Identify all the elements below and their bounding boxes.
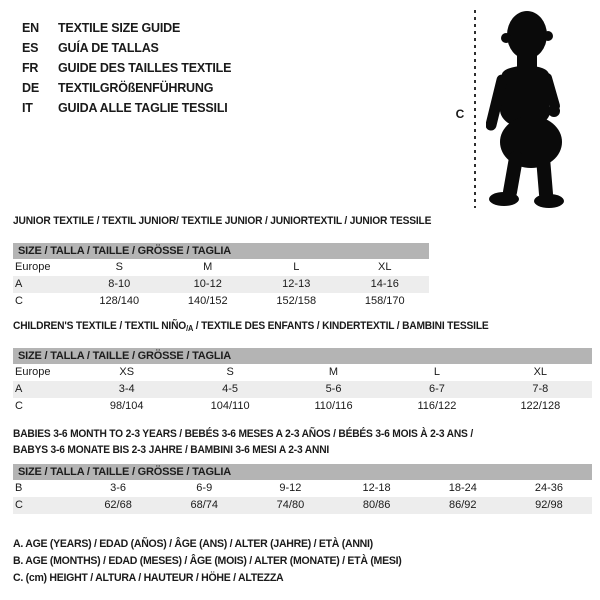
section-title [13,426,592,464]
table-row [13,259,429,276]
size-cell: 18-24 [448,482,477,494]
footnote: A. AGE (YEARS) / EDAD (AÑOS) / ÂGE (ANS) / ALTER (JAHRE) / ETÀ (ANNI) [13,538,373,550]
row-label: A [15,278,23,290]
size-cell: 152/158 [276,295,317,307]
size-cell: 24-36 [534,482,564,494]
table-row [13,293,429,310]
size-cell: 74/80 [276,499,305,511]
size-cell: 5-6 [325,383,342,395]
size-cell: 6-9 [196,482,213,494]
size-cell: 8-10 [108,278,131,290]
section-title-line [13,442,551,458]
section-title [13,213,432,243]
size-cell: 12-13 [282,278,311,290]
table-row [13,480,592,497]
size-cell: XL [533,366,548,378]
table-row [13,497,592,514]
size-cell: 6-7 [428,383,445,395]
size-cell: S [226,366,234,378]
language-row [22,38,231,58]
size-cell: 14-16 [370,278,399,290]
size-section-junior [13,213,432,310]
language-code: DE [22,81,39,95]
language-row [22,78,231,98]
size-cell: 3-6 [110,482,127,494]
size-header-bar: SIZE / TALLA / TAILLE / GRÖSSE / TAGLIA [13,464,592,480]
size-cell: 122/128 [520,400,561,412]
language-code: IT [22,101,33,115]
table-row [13,364,592,381]
language-title: GUIDE DES TAILLES TEXTILE [58,61,232,75]
size-cell: L [293,261,300,273]
row-label: C [15,400,23,412]
size-section-children [13,318,592,415]
language-row [22,98,231,118]
size-cell: 3-4 [118,383,135,395]
size-cell: 116/122 [417,400,457,412]
size-cell: M [328,366,339,378]
size-cell: XL [378,261,392,273]
size-cell: XS [119,366,135,378]
height-measure-dashed-line [474,10,476,208]
height-measure-label: C [455,107,465,121]
title-subscript: /A [186,324,194,333]
language-row [22,58,231,78]
title-text: BABIES 3-6 MONTH TO 2-3 YEARS / BEBÉS 3-6 MESES A 2-3 AÑOS / BÉBÉS 3-6 MOIS À 2-3 ANS / [13,428,474,440]
size-cell: 86/92 [449,499,477,511]
row-label: A [15,383,23,395]
language-title-list [22,18,231,118]
size-cell: 68/74 [190,499,219,511]
table-row [13,398,592,415]
table-row [13,381,592,398]
language-title: TEXTILE SIZE GUIDE [58,21,181,35]
size-cell: 9-12 [279,482,302,494]
title-text: BABYS 3-6 MONATE BIS 2-3 JAHRE / BAMBINI 3-6 MESI A 2-3 ANNI [13,444,330,456]
language-title: GUÍA DE TALLAS [58,41,159,55]
footnotes [13,536,418,587]
size-header-bar: SIZE / TALLA / TAILLE / GRÖSSE / TAGLIA [13,243,429,259]
row-label: Europe [15,366,51,378]
row-label: Europe [15,261,51,273]
size-cell: 10-12 [193,278,222,290]
size-cell: 62/68 [104,499,132,511]
size-cell: 140/152 [187,295,228,307]
size-cell: 98/104 [109,400,144,412]
size-cell: M [203,261,213,273]
title-text: JUNIOR TEXTILE / TEXTIL JUNIOR/ TEXTILE JUNIOR / JUNIORTEXTIL / JUNIOR TESSILE [13,215,432,227]
size-cell: 104/110 [210,400,250,412]
section-title-line [13,213,432,229]
size-cell: L [433,366,440,378]
language-code: FR [22,61,39,75]
size-cell: 128/140 [99,295,140,307]
size-cell: 110/116 [314,400,353,412]
footnote: B. AGE (MONTHS) / EDAD (MESES) / ÂGE (MOIS) / ALTER (MONATE) / ETÀ (MESI) [13,555,402,567]
language-code: ES [22,41,39,55]
size-section-babies [13,426,592,514]
size-cell: S [115,261,123,273]
row-label: C [15,499,23,511]
title-text: CHILDREN'S TEXTILE / TEXTIL NIÑO [13,320,187,332]
language-title: TEXTILGRÖßENFÜHRUNG [58,81,214,95]
section-title-line [13,318,551,337]
size-cell: 4-5 [222,383,239,395]
size-cell: 12-18 [362,482,391,494]
section-title [13,318,592,348]
row-label: C [15,295,23,307]
table-row [13,276,429,293]
baby-silhouette-icon [486,8,576,208]
size-cell: 158/170 [364,295,405,307]
title-text: / TEXTILE DES ENFANTS / KINDERTEXTIL / BAMBINI TESSILE [193,320,489,332]
language-row [22,18,231,38]
row-label: B [15,482,23,494]
language-code: EN [22,21,39,35]
size-cell: 92/98 [535,499,563,511]
size-header-bar: SIZE / TALLA / TAILLE / GRÖSSE / TAGLIA [13,348,592,364]
language-title: GUIDA ALLE TAGLIE TESSILI [58,101,228,115]
size-cell: 80/86 [362,499,391,511]
section-title-line [13,426,551,442]
footnote: C. (cm) HEIGHT / ALTURA / HAUTEUR / HÖHE / ALTEZZA [13,572,284,584]
size-cell: 7-8 [532,383,549,395]
